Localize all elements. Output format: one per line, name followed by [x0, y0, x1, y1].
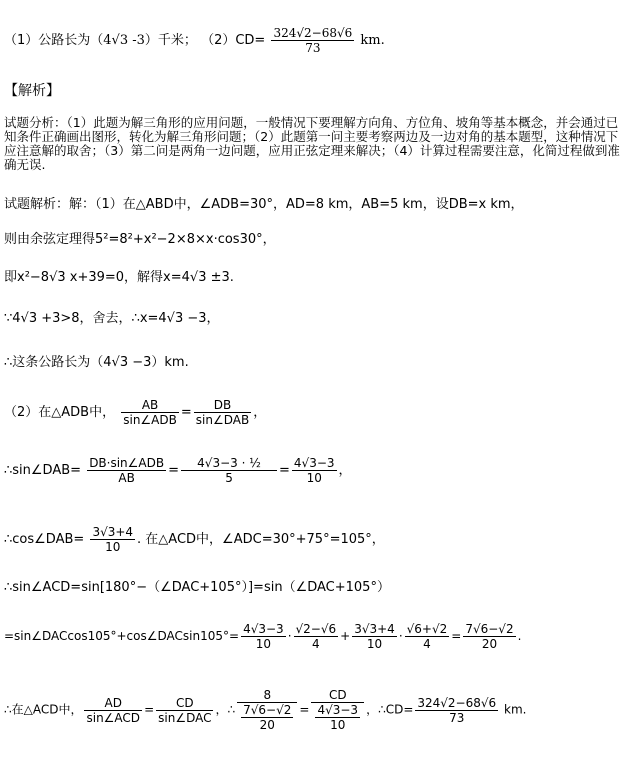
solution-line-7: ∴sin∠DAB= $\frac{\text{DB·sin∠ADB}}{AB}$ = $\frac{\text{4√3−3 · ½}}{5}$ = $\frac{4√3-3}{10}$ ，: [4, 456, 352, 485]
fraction-numerator: 7√6−√2: [465, 622, 514, 636]
line8-suffix: . 在△ACD中，∠ADC=30°+75°=105°，: [137, 532, 385, 547]
solution-line-5: ∴这条公路长为（4√3 −3）km.: [4, 355, 189, 370]
fraction-denominator: [311, 702, 364, 732]
nested-fraction: [241, 703, 293, 732]
line11-mid: ，∴: [215, 702, 236, 717]
fraction-denominator: 4: [294, 636, 339, 651]
line6-fraction-2: [194, 398, 251, 427]
fraction-numerator: 4√3−3: [293, 456, 335, 470]
line11-fraction-1: [84, 696, 142, 725]
line8-fraction: [90, 525, 135, 554]
fraction-denominator: 10: [352, 636, 397, 651]
fraction-numerator: AD: [104, 695, 122, 710]
fraction-denominator: 73: [271, 40, 354, 55]
line6-prefix: （2）在△ADB中，: [4, 405, 116, 420]
line11-fraction-4: [311, 688, 364, 732]
solution-line-8: [4, 525, 385, 554]
fraction-numerator: 8: [263, 688, 272, 702]
solution-line-6: （2）在△ADB中， $\frac{AB}{\text{sin∠ADB}}$ = $\frac{DB}{\text{sin∠DAB}}$ ，: [4, 398, 267, 427]
fraction-numerator: 3√3+4: [92, 525, 134, 539]
fraction-numerator: 4√3−3: [243, 622, 284, 636]
fraction-numerator: 4√3−3: [317, 703, 359, 717]
fraction-numerator: CD: [328, 688, 347, 702]
line11-unit: km.: [504, 702, 527, 717]
fraction-numerator: 3√3+4: [354, 622, 395, 636]
fraction-denominator: [237, 702, 297, 732]
fraction-denominator: 20: [241, 717, 293, 732]
solution-line-10: =sin∠DACcos105°+cos∠DACsin105°= $\frac{4√3-3}{10}$ · $\frac{√2-√6}{4}$ + $\frac{3√3+4}{10}$ · $\frac{√6+√2}{4}$ = $\frac{7√6-√2}{20}$ .: [4, 622, 522, 651]
line11-fraction-3: [237, 688, 297, 732]
fraction-numerator: DB·sin∠ADB: [89, 456, 165, 470]
fraction-numerator: 324√2−68√6: [273, 26, 353, 40]
answer-part1-value: 4√3 -3: [103, 33, 145, 48]
line10-fraction-4: [405, 622, 450, 651]
solution-line-4: ∵4√3 +3>8，舍去，∴x=4√3 −3，: [4, 311, 220, 326]
line8-prefix: ∴cos∠DAB=: [4, 532, 85, 547]
line6-suffix: ，: [253, 405, 267, 420]
solution-line-9: ∴sin∠ACD=sin[180°−（∠DAC+105°）]=sin（∠DAC+105°）: [4, 580, 390, 595]
line7-suffix: ，: [338, 463, 352, 478]
fraction-denominator: 10: [90, 539, 135, 554]
fraction-denominator: 4: [405, 636, 450, 651]
line10-fraction-3: [352, 622, 397, 651]
analysis-heading: 【解析】: [4, 83, 60, 99]
fraction-numerator: 4√3−3 · ½: [197, 456, 261, 470]
fraction-denominator: 10: [241, 636, 286, 651]
analysis-paragraph: 试题分析：（1）此题为解三角形的应用问题，一般情况下要理解方向角、方位角、坡角等基本概念，并会通过已知条件正确画出图形，转化为解三角形问题；（2）此题第一问主要考察两边及一边对角的基本题型，这种情况下应注意解的取舍；（3）第二问是两角一边问题，应用正弦定理来解决；（4）计算过程需要注意，化简过程做到准确无误.: [4, 115, 620, 172]
fraction-numerator: 324√2−68√6: [417, 695, 497, 710]
fraction-denominator: 73: [415, 710, 498, 725]
answer-part1-prefix: （1）公路长为（: [4, 33, 104, 48]
fraction-numerator: CD: [175, 695, 194, 710]
nested-fraction: [315, 703, 360, 732]
fraction-denominator: sin∠DAB: [195, 413, 250, 427]
fraction-denominator: 20: [463, 636, 515, 651]
line11-fraction-5: [415, 696, 498, 725]
fraction-denominator: 5: [181, 470, 277, 485]
answer-line: [4, 26, 385, 55]
fraction-numerator: 7√6−√2: [243, 703, 292, 717]
line11-mid2: ，∴CD=: [366, 702, 414, 717]
fraction-numerator: √2−√6: [295, 622, 337, 636]
line10-fraction-1: [241, 622, 286, 651]
line7-prefix: ∴sin∠DAB=: [4, 463, 82, 478]
fraction-denominator: sin∠ACD: [86, 710, 141, 725]
fraction-denominator: sin∠DAC: [158, 710, 212, 725]
line10-fraction-2: [294, 622, 339, 651]
solution-line-2: 则由余弦定理得5²=8²+x²−2×8×x·cos30°，: [4, 232, 276, 247]
fraction-numerator: AB: [141, 398, 159, 412]
fraction-denominator: 10: [315, 717, 360, 732]
fraction-denominator: AB: [87, 470, 166, 485]
line7-fraction-2: [181, 456, 277, 485]
fraction-numerator: √6+√2: [406, 622, 448, 636]
answer-part2-prefix: （2）CD=: [201, 33, 266, 48]
fraction-denominator: 10: [292, 470, 337, 485]
line10-prefix: =sin∠DACcos105°+cos∠DACsin105°=: [4, 629, 240, 643]
fraction-denominator: sin∠ADB: [123, 413, 177, 427]
answer-part1-suffix: ）千米；: [144, 33, 197, 48]
line10-fraction-5: [463, 622, 515, 651]
line6-fraction-1: [121, 398, 179, 427]
answer-unit: km.: [360, 33, 385, 48]
line11-fraction-2: [156, 696, 213, 725]
fraction-numerator: DB: [213, 398, 232, 412]
solution-line-3: 即x²−8√3 x+39=0，解得x=4√3 ±3.: [4, 270, 234, 285]
solution-line-11: ∴在△ACD中， $\frac{AD}{\text{sin∠ACD}}$ = $\frac{CD}{\text{sin∠DAC}}$ ，∴ $\frac{8}{\frac{7√6-√2}{20}}$ = $\frac{CD}{\frac{4√3-3}{10}}$ ，∴CD= $\frac{324√2-68√6}{73}$ km.: [4, 688, 527, 732]
solution-line-1: 试题解析：解：（1）在△ABD中，∠ADB=30°，AD=8 km，AB=5 km，设DB=x km，: [4, 197, 524, 212]
line7-fraction-1: [87, 456, 166, 485]
answer-cd-fraction: [271, 26, 354, 55]
line7-fraction-3: [292, 456, 337, 485]
line11-prefix: ∴在△ACD中，: [4, 702, 83, 717]
